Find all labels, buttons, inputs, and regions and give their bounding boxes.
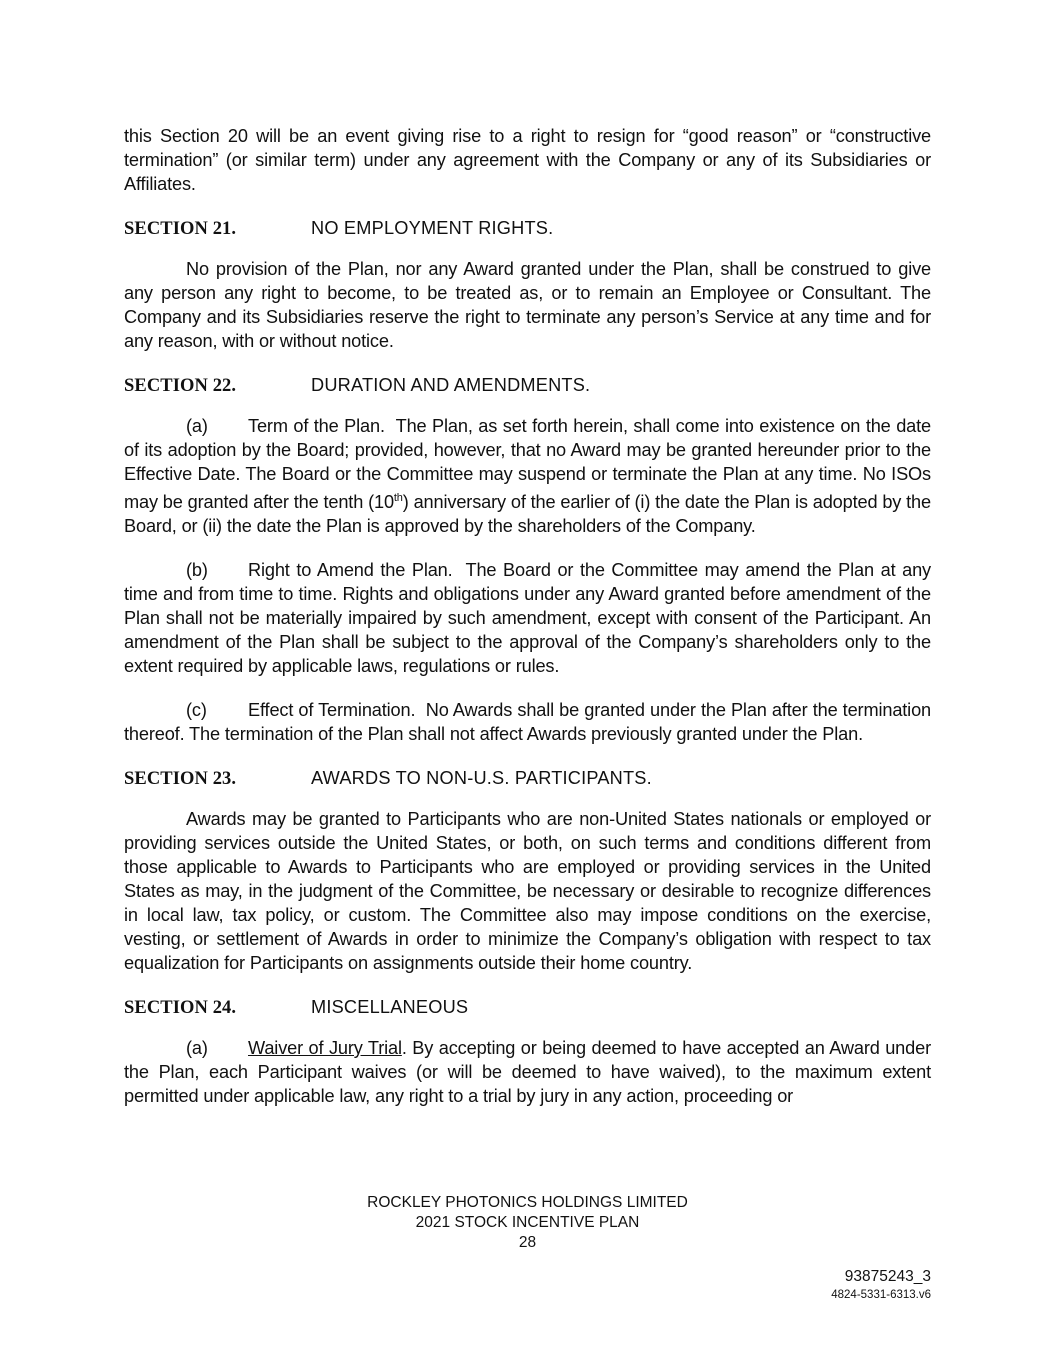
section-24-a [124, 1036, 931, 1108]
document-id-primary: 93875243_3 [844, 1268, 931, 1285]
document-page [124, 124, 931, 1128]
section-number: SECTION 24. [124, 998, 237, 1019]
subsection-heading: Term of the Plan. [248, 416, 385, 436]
subsection-label: (a) [186, 416, 208, 436]
section-22-c [124, 698, 931, 746]
document-id-block [831, 1268, 931, 1304]
subsection-text: No Awards shall be granted under the Plan after the termination thereof. The termination of the Plan shall not affect Awards previously granted under the Plan. [124, 700, 932, 745]
subsection-text: . By accepting or being deemed to have accepted an Award under the Plan, each Participant waives (or will be deemed to have waived), to the maximum extent permitted under applicable law, any right to a trial by jury in any action, proceeding or [124, 1038, 931, 1107]
subsection-label: (a) [186, 1038, 208, 1059]
footer-company: ROCKLEY PHOTONICS HOLDINGS LIMITED [367, 1194, 688, 1211]
subsection-heading: Waiver of Jury Trial [248, 1038, 402, 1059]
section-23-heading [124, 766, 931, 791]
subsection-text: The Plan, as set forth herein, shall come into existence on the date of its adoption by the Board; provided, however, that no Award may be granted hereunder prior to the Effective Date. The Board or the Committee may suspend or terminate the Plan at any time. No ISOs may be granted after the tenth (10 [124, 416, 931, 513]
page-footer [0, 1193, 1055, 1253]
subsection-label: (b) [186, 560, 208, 581]
section-24-heading [124, 995, 931, 1020]
section-number: SECTION 21. [124, 219, 237, 239]
section-title: DURATION AND AMENDMENTS. [311, 375, 591, 395]
section-body-text: Awards may be granted to Participants who are non-United States nationals or employed or providing services outside the United States, or both, on such terms and conditions different from those applicable to Awards to Participants who are employed or providing services in the United States as may, in the judgment of the Committee, be necessary or desirable to recognize differences in local law, tax policy, or custom. The Committee also may impose conditions on the exercise, vesting, or settlement of Awards in order to minimize the Company’s obligation with respect to tax equalization for Participants on assignments outside their home country. [124, 809, 931, 974]
section-22-heading [124, 373, 931, 398]
subsection-label: (c) [186, 700, 207, 721]
section-22-a [124, 414, 931, 538]
section-number: SECTION 22. [124, 376, 237, 396]
continuation-paragraph: this Section 20 will be an event giving rise to a right to resign for “good reason” or “constructive termination” (or similar term) under any agreement with the Company or any of its Subsidiaries or Affiliates. [124, 126, 931, 194]
subsection-heading: Effect of Termination. [248, 700, 416, 721]
section-22-b [124, 558, 931, 678]
footer-plan: 2021 STOCK INCENTIVE PLAN [415, 1214, 640, 1231]
section-title: AWARDS TO NON-U.S. PARTICIPANTS. [311, 768, 652, 789]
subsection-text: The Board or the Committee may amend the Plan at any time and from time to time. Rights and obligations under any Award granted before amendment of the Plan shall not be materially impaired by such amendment, except with consent of the Participant. An amendment of the Plan shall be subject to the approval of the Company’s shareholders only to the extent required by applicable laws, regulations or rules. [124, 560, 931, 677]
subsection-heading: Right to Amend the Plan. [248, 560, 453, 581]
section-body-text: No provision of the Plan, nor any Award granted under the Plan, shall be construed to give any person any right to become, to be treated as, or to remain an Employee or Consultant. The Company and its Subsidiaries reserve the right to terminate any person’s Service at any time and for any reason, with or without notice. [124, 259, 931, 351]
section-21-body [124, 257, 931, 353]
section-title: MISCELLANEOUS [311, 997, 469, 1018]
subsection-text-cont: ) anniversary of the earlier of (i) the date the Plan is adopted by the Board, or (ii) the date the Plan is approved by the shareholders of the Company. [124, 492, 931, 537]
section-number: SECTION 23. [124, 769, 237, 790]
section-21-heading [124, 216, 931, 241]
superscript-th: th [393, 492, 403, 504]
section-23-body [124, 807, 931, 975]
page-number: 28 [518, 1234, 537, 1251]
document-id-secondary: 4824-5331-6313.v6 [831, 1289, 931, 1301]
section-title: NO EMPLOYMENT RIGHTS. [311, 218, 554, 238]
